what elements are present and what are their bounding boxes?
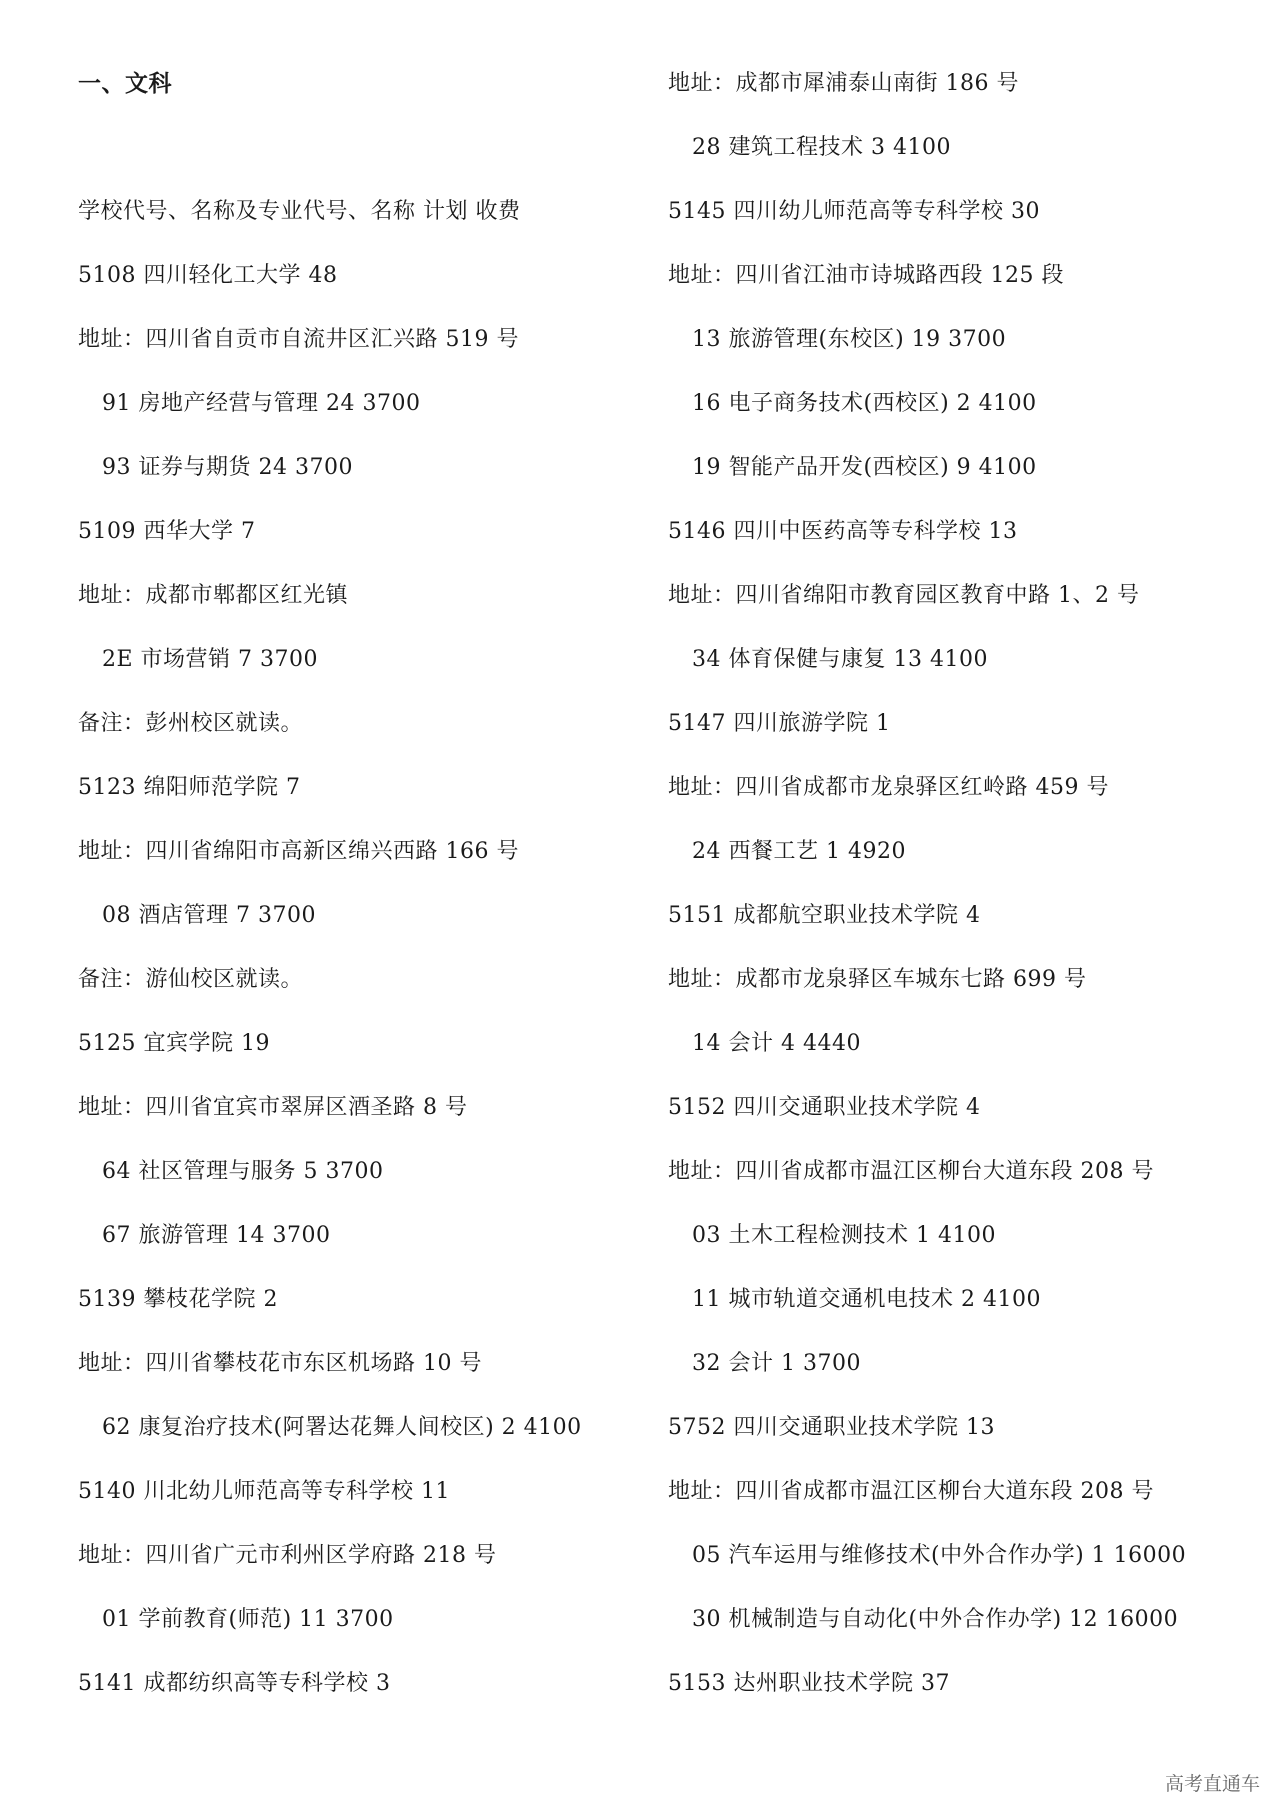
- text-line: 5152 四川交通职业技术学院 4: [668, 1095, 981, 1120]
- major-entry-line: 11 城市轨道交通机电技术 2 4100: [692, 1287, 1041, 1312]
- text-line: 地址：四川省绵阳市教育园区教育中路 1、2 号: [668, 583, 1140, 608]
- text-line: 5151 成都航空职业技术学院 4: [668, 903, 981, 928]
- text-line: 5147 四川旅游学院 1: [668, 711, 891, 736]
- major-entry-line: 62 康复治疗技术(阿署达花舞人间校区) 2 4100: [102, 1415, 582, 1440]
- text-line: 地址：四川省自贡市自流井区汇兴路 519 号: [78, 327, 519, 352]
- text-line: 5145 四川幼儿师范高等专科学校 30: [668, 199, 1040, 224]
- text-line: 5109 西华大学 7: [78, 519, 256, 544]
- major-entry-line: 05 汽车运用与维修技术(中外合作办学) 1 16000: [692, 1543, 1187, 1568]
- text-line: 5125 宜宾学院 19: [78, 1031, 270, 1056]
- major-entry-line: 16 电子商务技术(西校区) 2 4100: [692, 391, 1037, 416]
- text-line: 5141 成都纺织高等专科学校 3: [78, 1671, 391, 1696]
- text-line: 5752 四川交通职业技术学院 13: [668, 1415, 995, 1440]
- major-entry-line: 64 社区管理与服务 5 3700: [102, 1159, 384, 1184]
- text-line: 备注：彭州校区就读。: [78, 711, 304, 736]
- major-entry-line: 19 智能产品开发(西校区) 9 4100: [692, 455, 1037, 480]
- text-line: 地址：四川省攀枝花市东区机场路 10 号: [78, 1351, 482, 1376]
- section-heading: 一、文科: [78, 71, 172, 97]
- text-line: 5140 川北幼儿师范高等专科学校 11: [78, 1479, 450, 1504]
- text-line: 5108 四川轻化工大学 48: [78, 263, 338, 288]
- watermark: 高考直通车: [1164, 1773, 1260, 1795]
- major-entry-line: 67 旅游管理 14 3700: [102, 1223, 331, 1248]
- major-entry-line: 14 会计 4 4440: [692, 1031, 861, 1056]
- text-line: 备注：游仙校区就读。: [78, 967, 304, 992]
- text-line: 地址：成都市龙泉驿区车城东七路 699 号: [668, 967, 1087, 992]
- left-lines: [78, 201, 678, 1737]
- text-line: 5139 攀枝花学院 2: [78, 1287, 278, 1312]
- major-entry-line: 24 西餐工艺 1 4920: [692, 839, 906, 864]
- text-line: 地址：成都市郫都区红光镇: [78, 583, 349, 608]
- text-line: 地址：四川省宜宾市翠屏区酒圣路 8 号: [78, 1095, 468, 1120]
- major-entry-line: 01 学前教育(师范) 11 3700: [102, 1607, 394, 1632]
- left-column: [78, 73, 678, 1737]
- major-entry-line: 03 土木工程检测技术 1 4100: [692, 1223, 996, 1248]
- major-entry-line: 34 体育保健与康复 13 4100: [692, 647, 988, 672]
- text-line: 学校代号、名称及专业代号、名称 计划 收费: [78, 199, 521, 224]
- text-line: 地址：四川省广元市利州区学府路 218 号: [78, 1543, 497, 1568]
- text-line: 地址：四川省成都市温江区柳台大道东段 208 号: [668, 1159, 1154, 1184]
- text-line: 5146 四川中医药高等专科学校 13: [668, 519, 1018, 544]
- major-entry-line: 91 房地产经营与管理 24 3700: [102, 391, 421, 416]
- text-line: 地址：四川省江油市诗城路西段 125 段: [668, 263, 1064, 288]
- right-column: [668, 73, 1268, 1737]
- text-line: 地址：四川省成都市龙泉驿区红岭路 459 号: [668, 775, 1109, 800]
- major-entry-line: 30 机械制造与自动化(中外合作办学) 12 16000: [692, 1607, 1179, 1632]
- major-entry-line: 93 证券与期货 24 3700: [102, 455, 353, 480]
- major-entry-line: 32 会计 1 3700: [692, 1351, 861, 1376]
- major-entry-line: 28 建筑工程技术 3 4100: [692, 135, 951, 160]
- text-line: 5153 达州职业技术学院 37: [668, 1671, 950, 1696]
- text-line: 5123 绵阳师范学院 7: [78, 775, 301, 800]
- text-line: 地址：成都市犀浦泰山南街 186 号: [668, 71, 1019, 96]
- major-entry-line: 08 酒店管理 7 3700: [102, 903, 316, 928]
- right-lines: [668, 73, 1268, 1737]
- text-line: 地址：四川省成都市温江区柳台大道东段 208 号: [668, 1479, 1154, 1504]
- text-line: 地址：四川省绵阳市高新区绵兴西路 166 号: [78, 839, 519, 864]
- major-entry-line: 2E 市场营销 7 3700: [102, 647, 319, 672]
- major-entry-line: 13 旅游管理(东校区) 19 3700: [692, 327, 1007, 352]
